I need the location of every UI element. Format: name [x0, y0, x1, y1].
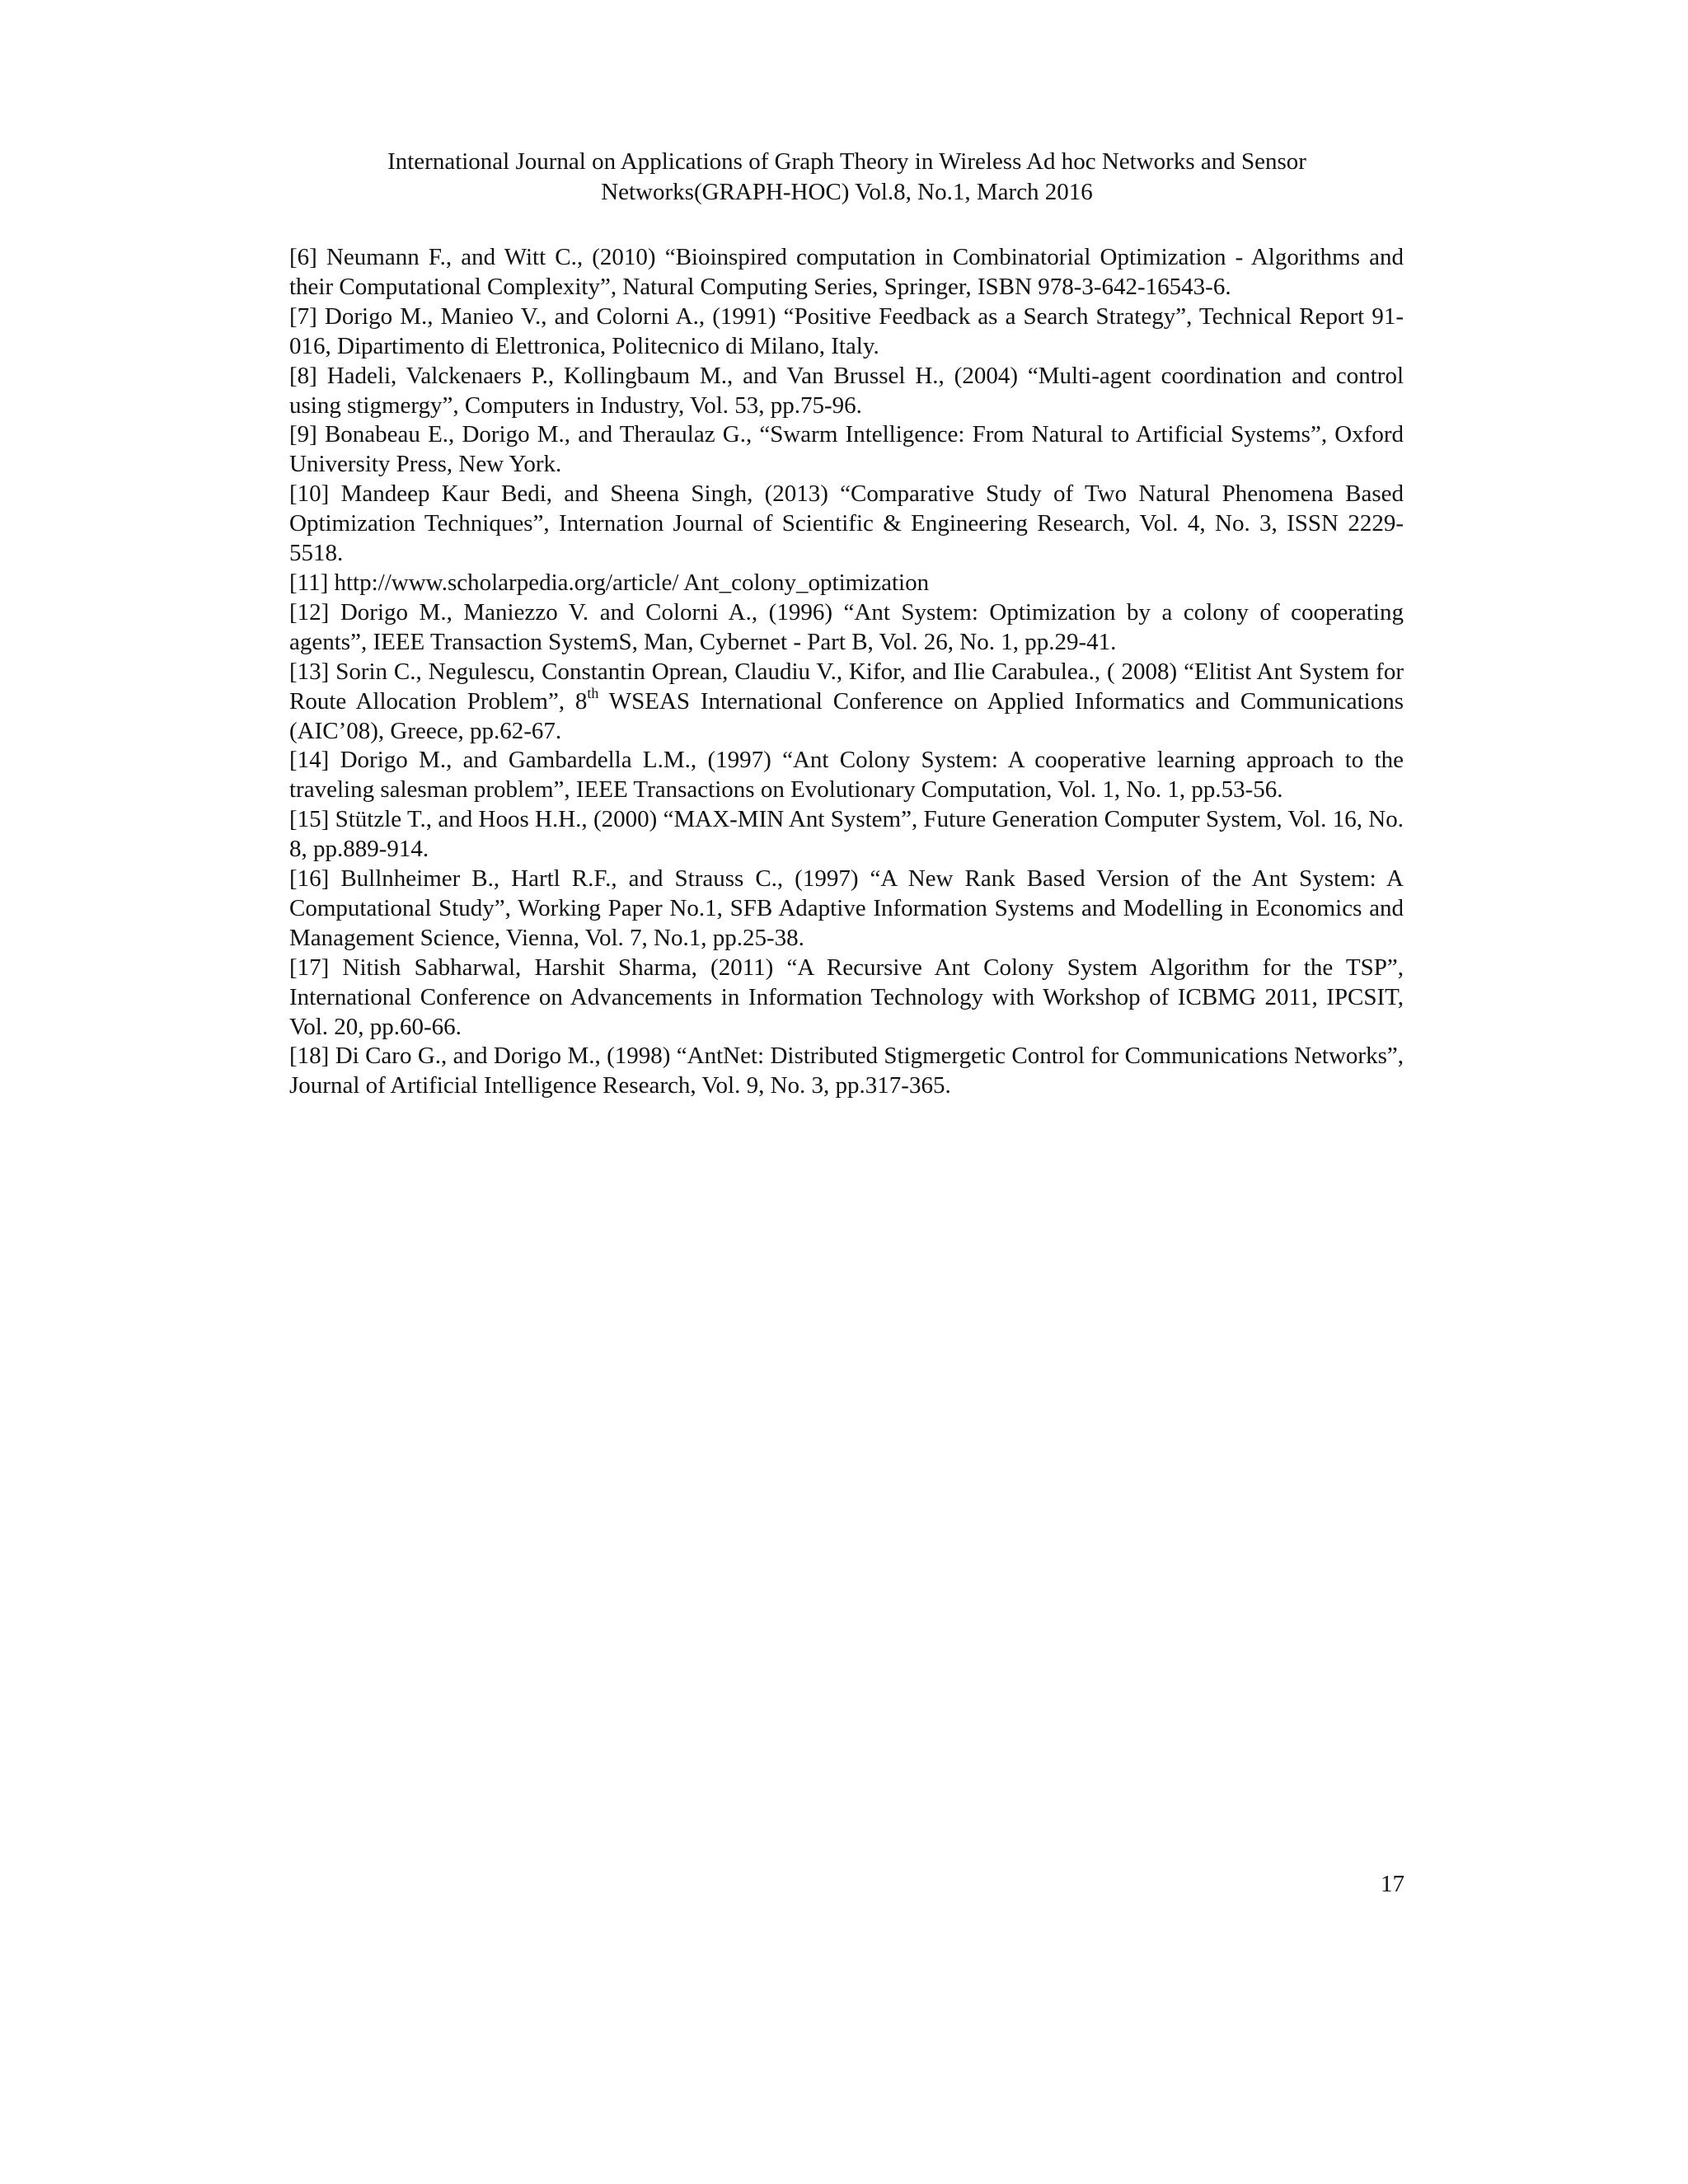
reference-9: [9] Bonabeau E., Dorigo M., and Theraulaz G., “Swarm Intelligence: From Natural to Artificial Systems”, Oxford University Press, New York.	[289, 421, 1404, 478]
page-number: 17	[1381, 1871, 1404, 1897]
reference-13-superscript: th	[587, 684, 599, 701]
reference-11: [11] http://www.scholarpedia.org/article/ Ant_colony_optimization	[289, 569, 930, 596]
reference-13	[289, 658, 1404, 747]
reference-6: [6] Neumann F., and Witt C., (2010) “Bioinspired computation in Combinatorial Optimization - Algorithms and their Computational Complexity”, Natural Computing Series, Springer, ISBN 978-3-642-16543-6.	[289, 244, 1404, 300]
reference-15: [15] Stützle T., and Hoos H.H., (2000) “MAX-MIN Ant System”, Future Generation Computer System, Vol. 16, No. 8, pp.889-914.	[289, 806, 1404, 863]
reference-10: [10] Mandeep Kaur Bedi, and Sheena Singh, (2013) “Comparative Study of Two Natural Phenomena Based Optimization Techniques”, Internation Journal of Scientific & Engineering Research, Vol. 4, No. 3, ISSN 2229-5518.	[289, 480, 1404, 567]
header-line-1: International Journal on Applications of Graph Theory in Wireless Ad hoc Networks and Sensor	[387, 148, 1306, 175]
reference-list	[289, 243, 1404, 1101]
reference-18: [18] Di Caro G., and Dorigo M., (1998) “AntNet: Distributed Stigmergetic Control for Communications Networks”, Journal of Artificial Intelligence Research, Vol. 9, No. 3, pp.317-365.	[289, 1043, 1404, 1099]
reference-8: [8] Hadeli, Valckenaers P., Kollingbaum M., and Van Brussel H., (2004) “Multi-agent coordination and control using stigmergy”, Computers in Industry, Vol. 53, pp.75-96.	[289, 362, 1404, 419]
running-header	[288, 147, 1405, 208]
reference-12: [12] Dorigo M., Maniezzo V. and Colorni A., (1996) “Ant System: Optimization by a colony of cooperating agents”, IEEE Transaction SystemS, Man, Cybernet - Part B, Vol. 26, No. 1, pp.29-41.	[289, 598, 1404, 655]
header-line-2: Networks(GRAPH-HOC) Vol.8, No.1, March 2016	[601, 179, 1093, 205]
reference-17: [17] Nitish Sabharwal, Harshit Sharma, (2011) “A Recursive Ant Colony System Algorithm for the TSP”, International Conference on Advancements in Information Technology with Workshop of ICBMG 2011, IPCSIT, Vol. 20, pp.60-66.	[289, 954, 1404, 1040]
reference-7: [7] Dorigo M., Manieo V., and Colorni A., (1991) “Positive Feedback as a Search Strategy”, Technical Report 91-016, Dipartimento di Elettronica, Politecnico di Milano, Italy.	[289, 302, 1404, 359]
reference-14: [14] Dorigo M., and Gambardella L.M., (1997) “Ant Colony System: A cooperative learning approach to the traveling salesman problem”, IEEE Transactions on Evolutionary Computation, Vol. 1, No. 1, pp.53-56.	[289, 747, 1404, 804]
reference-16: [16] Bullnheimer B., Hartl R.F., and Strauss C., (1997) “A New Rank Based Version of the Ant System: A Computational Study”, Working Paper No.1, SFB Adaptive Information Systems and Modelling in Economics and Management Science, Vienna, Vol. 7, No.1, pp.25-38.	[289, 865, 1404, 951]
reference-13-text-before: [13] Sorin C., Negulescu, Constantin Oprean, Claudiu V., Kifor, and Ilie Carabulea., ( 2008) “Elitist Ant System for Route Allocation Problem”, 8	[289, 658, 1404, 715]
reference-13-text-after: WSEAS International Conference on Applied Informatics and Communications (AIC’08), Greece, pp.62-67.	[289, 687, 1404, 744]
